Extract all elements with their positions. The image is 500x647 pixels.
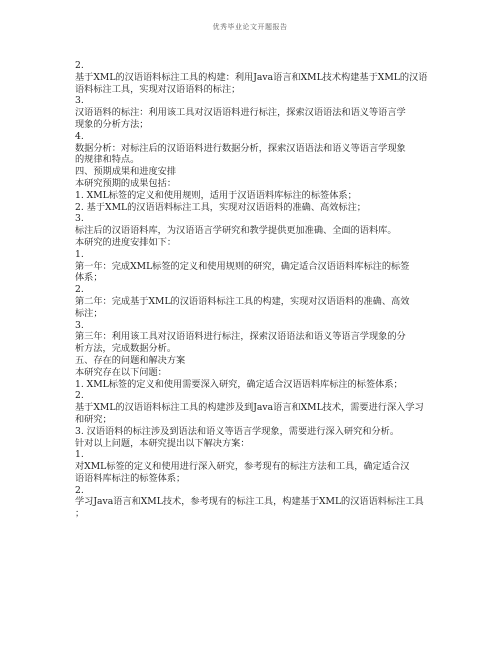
text-line: 语语料库标注的标签体系； (75, 472, 186, 484)
page-header: 优秀毕业论文开题报告 (212, 23, 288, 31)
text-line: 析方法，完成数据分析。 (75, 343, 177, 355)
text-line: 3. (75, 95, 84, 107)
text-line: 数据分析：对标注后的汉语语料进行数据分析，探索汉语语法和语义等语言学现象 (75, 142, 406, 154)
text-line: 本研究预期的成果包括： (75, 177, 177, 189)
text-line: 1. (75, 449, 84, 461)
text-line: 2. (75, 284, 84, 296)
text-line: 体系； (75, 272, 103, 284)
text-line: 和研究； (75, 413, 112, 425)
text-line: 基于XML的汉语语料标注工具的构建涉及到Java语言和XML技术，需要进行深入学习 (75, 402, 424, 414)
trailing-punctuation: ； (75, 508, 85, 520)
text-line: 学习Java语言和XML技术，参考现有的标注工具，构建基于XML的汉语语料标注工具 (75, 496, 424, 508)
text-line: 3. 汉语语料的标注涉及到语法和语义等语言学现象，需要进行深入研究和分析。 (75, 425, 400, 437)
text-line: 针对以上问题，本研究提出以下解决方案： (75, 437, 250, 449)
text-line: 2. (75, 484, 84, 496)
text-line: 4. (75, 130, 84, 142)
section-heading: 四、预期成果和进度安排 (75, 166, 177, 178)
text-line: 现象的分析方法； (75, 118, 149, 130)
text-line: 3. (75, 319, 84, 331)
text-line: 标注后的汉语语料库，为汉语语言学研究和教学提供更加准确、全面的语料库。 (75, 225, 397, 237)
text-line: 1. XML标签的定义和使用规则，适用于汉语语料库标注的标签体系； (75, 189, 357, 201)
text-line: 语料标注工具，实现对汉语语料的标注； (75, 83, 241, 95)
text-line: 第二年：完成基于XML的汉语语料标注工具的构建，实现对汉语语料的准确、高效 (75, 295, 410, 307)
text-line: 2. (75, 60, 84, 71)
text-line: 对XML标签的定义和使用进行深入研究，参考现有的标注方法和工具，确定适合汉 (75, 461, 410, 473)
text-line: 1. XML标签的定义和使用需要深入研究，确定适合汉语语料库标注的标签体系； (75, 378, 403, 390)
text-line: 基于XML的汉语语料标注工具的构建：利用Java语言和XML技术构建基于XML的汉语 (75, 71, 428, 83)
text-line: 第一年：完成XML标签的定义和使用规则的研究，确定适合汉语语料库标注的标签 (75, 260, 410, 272)
text-line: 2. (75, 390, 84, 402)
section-heading: 五、存在的问题和解决方案 (75, 354, 186, 366)
text-line: 本研究的进度安排如下： (75, 236, 177, 248)
document-body (75, 60, 435, 520)
text-line: 第三年：利用该工具对汉语语料进行标注，探索汉语语法和语义等语言学现象的分 (75, 331, 406, 343)
text-line: 汉语语料的标注：利用该工具对汉语语料进行标注，探索汉语语法和语义等语言学 (75, 107, 406, 119)
text-line: 1. (75, 248, 84, 260)
text-line: 标注； (75, 307, 103, 319)
text-line: 本研究存在以下问题： (75, 366, 167, 378)
text-line: 的规律和特点。 (75, 154, 140, 166)
text-line: 3. (75, 213, 84, 225)
text-line: 2. 基于XML的汉语语料标注工具，实现对汉语语料的准确、高效标注； (75, 201, 366, 213)
